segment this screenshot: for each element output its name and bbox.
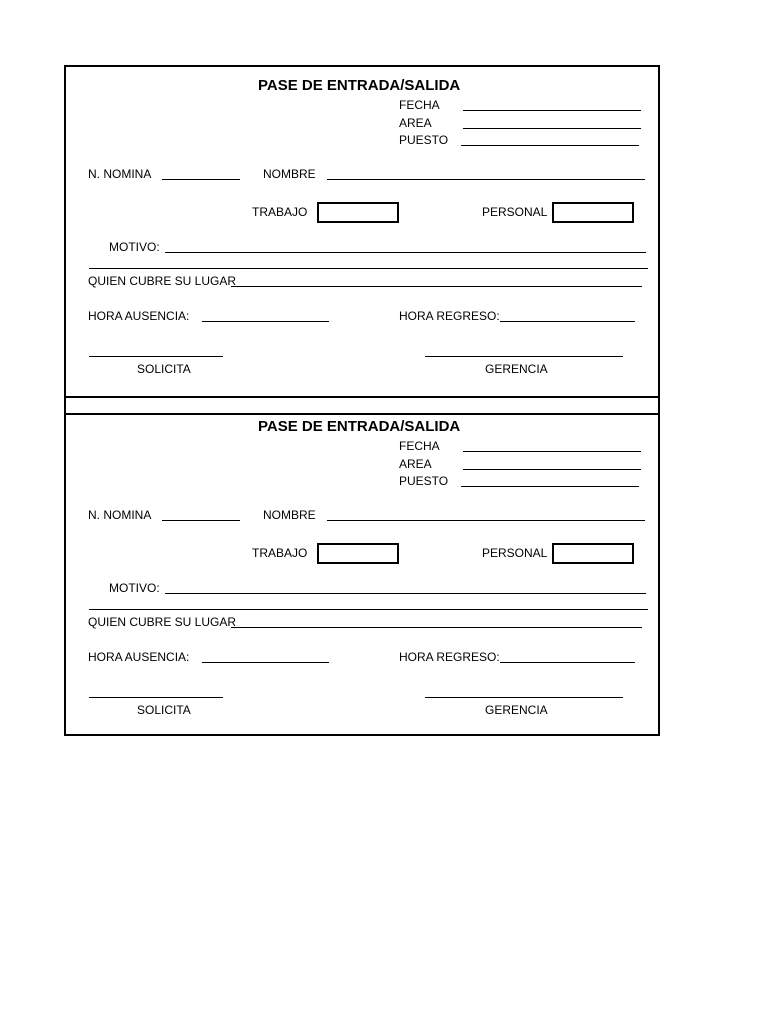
trabajo-label: TRABAJO	[252, 205, 308, 219]
solicita-signature-line[interactable]	[89, 697, 223, 698]
pass-form-2	[64, 413, 660, 736]
gerencia-signature-line[interactable]	[425, 697, 623, 698]
fecha-field[interactable]	[463, 110, 641, 111]
pass-form-1	[64, 65, 660, 398]
quien-cubre-label: QUIEN CUBRE SU LUGAR	[88, 615, 237, 629]
area-field[interactable]	[463, 128, 641, 129]
nomina-field[interactable]	[162, 520, 240, 521]
hora-ausencia-label: HORA AUSENCIA:	[88, 309, 190, 323]
personal-checkbox[interactable]	[552, 202, 634, 223]
form-title: PASE DE ENTRADA/SALIDA	[258, 77, 461, 94]
trabajo-checkbox[interactable]	[317, 202, 399, 223]
nombre-field[interactable]	[327, 520, 645, 521]
nombre-label: NOMBRE	[263, 167, 316, 181]
puesto-field[interactable]	[461, 145, 639, 146]
fecha-label: FECHA	[399, 98, 440, 112]
fecha-label: FECHA	[399, 439, 440, 453]
hora-ausencia-label: HORA AUSENCIA:	[88, 650, 190, 664]
gerencia-label: GERENCIA	[485, 362, 548, 376]
solicita-signature-line[interactable]	[89, 356, 223, 357]
hora-regreso-label: HORA REGRESO:	[399, 650, 500, 664]
nombre-field[interactable]	[327, 179, 645, 180]
nombre-label: NOMBRE	[263, 508, 316, 522]
motivo-field-line-2[interactable]	[89, 609, 648, 610]
quien-cubre-label: QUIEN CUBRE SU LUGAR	[88, 274, 237, 288]
personal-label: PERSONAL	[482, 546, 548, 560]
nomina-label: N. NOMINA	[88, 167, 152, 181]
nomina-label: N. NOMINA	[88, 508, 152, 522]
personal-label: PERSONAL	[482, 205, 548, 219]
motivo-field[interactable]	[165, 252, 646, 253]
quien-cubre-field[interactable]	[231, 627, 642, 628]
fecha-field[interactable]	[463, 451, 641, 452]
quien-cubre-field[interactable]	[231, 286, 642, 287]
trabajo-label: TRABAJO	[252, 546, 308, 560]
area-label: AREA	[399, 116, 432, 130]
puesto-field[interactable]	[461, 486, 639, 487]
hora-regreso-label: HORA REGRESO:	[399, 309, 500, 323]
personal-checkbox[interactable]	[552, 543, 634, 564]
gerencia-signature-line[interactable]	[425, 356, 623, 357]
motivo-label: MOTIVO:	[109, 581, 160, 595]
hora-regreso-field[interactable]	[500, 321, 635, 322]
motivo-label: MOTIVO:	[109, 240, 160, 254]
gerencia-label: GERENCIA	[485, 703, 548, 717]
hora-ausencia-field[interactable]	[202, 321, 329, 322]
solicita-label: SOLICITA	[137, 703, 191, 717]
area-field[interactable]	[463, 469, 641, 470]
form-title: PASE DE ENTRADA/SALIDA	[258, 418, 461, 435]
nomina-field[interactable]	[162, 179, 240, 180]
trabajo-checkbox[interactable]	[317, 543, 399, 564]
motivo-field[interactable]	[165, 593, 646, 594]
puesto-label: PUESTO	[399, 474, 449, 488]
hora-ausencia-field[interactable]	[202, 662, 329, 663]
puesto-label: PUESTO	[399, 133, 449, 147]
area-label: AREA	[399, 457, 432, 471]
hora-regreso-field[interactable]	[500, 662, 635, 663]
motivo-field-line-2[interactable]	[89, 268, 648, 269]
solicita-label: SOLICITA	[137, 362, 191, 376]
